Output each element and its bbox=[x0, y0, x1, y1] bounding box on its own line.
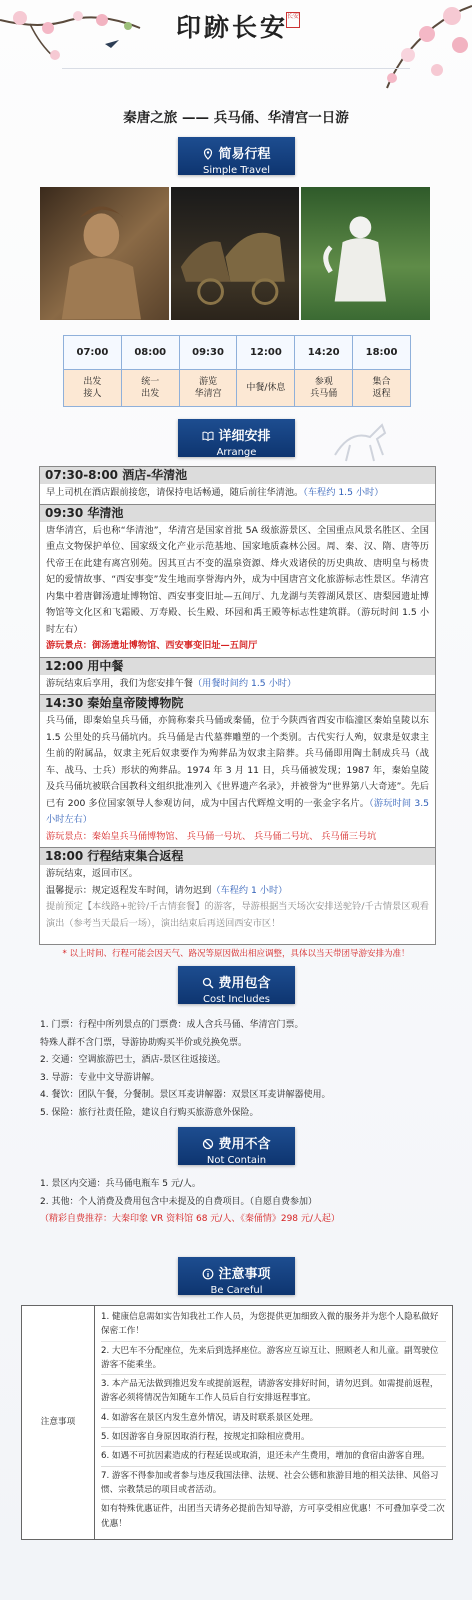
careful-item: 4. 如游客在景区内发生意外情况，请及时联系景区处理。 bbox=[101, 1411, 446, 1428]
timeline-activity: 中餐/休息 bbox=[236, 370, 294, 406]
schedule-body-return bbox=[40, 865, 435, 934]
section-simple-title: 简易行程 bbox=[218, 147, 271, 162]
schedule-duration-note: （游玩时间 1.5 小时左右） bbox=[46, 607, 430, 635]
detailed-schedule bbox=[39, 466, 436, 945]
schedule-warning: * 以上时间、行程可能会因天气、路况等原因做出相应调整，具体以当天带团导游安排为准！ bbox=[62, 949, 410, 959]
timeline-times-row bbox=[64, 336, 410, 369]
list-item: 3. 导游：专业中文导游讲解。 bbox=[40, 1072, 160, 1083]
schedule-duration-note: （用餐时间约 1.5 小时） bbox=[193, 677, 297, 689]
timeline-time: 07:00 bbox=[64, 336, 121, 369]
brand-seal: 长安 bbox=[286, 12, 300, 28]
careful-item: 如有特殊优惠证件，出团当天请务必提前告知导游，方可享受相应优惠！不可叠加享受二次优惠！ bbox=[101, 1504, 445, 1529]
schedule-grey-note: 提前预定【本线路+驼铃/千古情套餐】的游客，导游根据当天场次安排送驼铃/千古情景区观看演出（参考当天最后一场），演出结束后再送回西安市区！ bbox=[46, 901, 429, 929]
open-book-icon bbox=[202, 430, 214, 442]
schedule-duration-note: （车程约 1.5 小时） bbox=[303, 487, 384, 498]
schedule-header-museum: 14:30 秦始皇帝陵博物院 bbox=[40, 694, 435, 712]
search-icon bbox=[202, 977, 214, 989]
list-item: 2. 其他：个人消费及费用包含中未提及的自费项目。（自愿自费参加） bbox=[40, 1196, 317, 1207]
schedule-body-museum bbox=[40, 712, 435, 847]
blossom-decoration-right bbox=[342, 0, 472, 90]
section-notcontain-title: 费用不含 bbox=[218, 1137, 271, 1152]
self-pay-recommendation: （精彩自费推荐：大秦印象 VR 资料馆 68 元/人、《秦俑情》298 元/人起） bbox=[40, 1214, 340, 1224]
schedule-highlight: 游玩景点：秦始皇兵马俑博物馆、 兵马俑一号坑、 兵马俑二号坑、 兵马俑三号坑 bbox=[46, 830, 377, 842]
photo-strip bbox=[40, 187, 430, 320]
section-badge-notcontain bbox=[178, 1127, 295, 1165]
timeline-time: 09:30 bbox=[179, 336, 237, 369]
section-careful-subtitle: Be Careful bbox=[210, 1285, 263, 1296]
careful-item: 1. 健康信息需如实告知我社工作人员，为您提供更加细致入微的服务并为您个人隐私做好保密工作！ bbox=[101, 1310, 446, 1342]
careful-item: 6. 如遇不可抗因素造成的行程延误或取消，退还未产生费用，增加的食宿由游客自理。 bbox=[101, 1449, 446, 1466]
section-badge-arrange bbox=[178, 419, 295, 457]
section-arrange-title: 详细安排 bbox=[218, 429, 271, 444]
schedule-text: 兵马俑，即秦始皇兵马俑，亦简称秦兵马俑或秦俑，位于今陕西省西安市临潼区秦始皇陵以东 1.5 公里处的兵马俑坑内。兵马俑是古代墓葬雕塑的一个类别。古代实行人殉，奴隶是奴隶主生前的附属品，奴隶主死后奴隶要作为殉葬品为奴隶主陪葬。兵马俑即用陶土制成兵马（战车、战马、士兵）形状的殉葬品。1974 年 3 月 11 日，兵马俑被发现；1987 年，秦始皇陵及兵马俑坑被联合国教科文组织批准列入《世界遗产名录》，并被誉为“世界第八大奇迹”。先后已有 200 多位国家领导人参观访问，成为中国古代辉煌文明的一张金字名片。 bbox=[46, 715, 429, 809]
section-badge-careful bbox=[178, 1257, 295, 1295]
timeline-activity: 游览 华清宫 bbox=[179, 370, 237, 406]
list-item: 1. 景区内交通：兵马俑电瓶车 5 元/人。 bbox=[40, 1179, 201, 1189]
timeline-activity: 集合 返程 bbox=[352, 370, 410, 406]
section-arrange-subtitle: Arrange bbox=[216, 447, 257, 458]
careful-table bbox=[21, 1305, 453, 1540]
bronze-chariot-photo bbox=[171, 187, 300, 320]
terracotta-warrior-photo bbox=[40, 187, 169, 320]
info-icon bbox=[202, 1268, 214, 1280]
page-title: 秦唐之旅 —— 兵马俑、华清宫一日游 bbox=[123, 110, 349, 126]
includes-list bbox=[40, 1017, 330, 1122]
yang-guifei-statue-photo bbox=[301, 187, 430, 320]
list-item: 特殊人群不含门票，导游协助购买半价或兑换免票。 bbox=[40, 1037, 248, 1048]
brand-logo: 印跡长安 bbox=[176, 13, 289, 42]
schedule-text: 早上司机在酒店跟前接您，请保持电话畅通，随后前往华清池。 bbox=[46, 487, 304, 498]
careful-label: 注意事项 bbox=[22, 1306, 95, 1539]
timeline-time: 18:00 bbox=[352, 336, 410, 369]
section-badge-includes bbox=[178, 966, 295, 1004]
section-badge-simple bbox=[178, 137, 295, 175]
schedule-header-return: 18:00 行程结束集合返程 bbox=[40, 847, 435, 865]
schedule-body-hotel bbox=[40, 484, 435, 504]
timeline-time: 08:00 bbox=[121, 336, 179, 369]
schedule-duration-note: （车程约 1 小时） bbox=[211, 884, 288, 896]
careful-items bbox=[95, 1306, 452, 1539]
not-contain-list bbox=[40, 1176, 340, 1229]
list-item: 2. 交通：空调旅游巴士，酒店-景区往返接送。 bbox=[40, 1055, 226, 1065]
timeline-time: 14:20 bbox=[294, 336, 352, 369]
schedule-header-hotel: 07:30-8:00 酒店-华清池 bbox=[40, 467, 435, 484]
schedule-header-lunch: 12:00 用中餐 bbox=[40, 657, 435, 675]
top-divider bbox=[62, 68, 410, 69]
list-item: 4. 餐饮：团队午餐，分餐制。景区耳麦讲解器：双景区耳麦讲解器使用。 bbox=[40, 1090, 331, 1100]
section-simple-subtitle: Simple Travel bbox=[202, 165, 271, 176]
careful-item: 2. 大巴车不分配座位，先来后到选择座位。游客应互谅互让、照顾老人和儿童。副驾驶位游客不能乘坐。 bbox=[101, 1344, 446, 1376]
schedule-text: 游玩结束后享用，我们为您安排午餐 bbox=[46, 677, 193, 689]
section-includes-title: 费用包含 bbox=[218, 976, 271, 991]
schedule-highlight-label: 游玩景点： bbox=[46, 640, 92, 651]
timeline-activity: 出发 接人 bbox=[64, 370, 121, 406]
section-careful-title: 注意事项 bbox=[218, 1267, 271, 1282]
location-pin-icon bbox=[202, 148, 214, 160]
schedule-header-huaqing: 09:30 华清池 bbox=[40, 504, 435, 522]
schedule-body-lunch bbox=[40, 675, 435, 695]
schedule-text: 唐华清宫，后也称“华清池”，华清宫是国家首批 5A 级旅游景区、全国重点风景名胜区、全国重点文物保护单位、国家级文化产业示范基地、国家地质森林公园。周、秦、汉、隋、唐等历代帝王在此建有离宫别苑。因其亘古不变的温泉资源、烽火戏诸侯的历史典故、唐明皇与杨贵妃的爱情故事、“西安事变”发生地而享誉海内外，成为中国唐宫文化旅游标志性景区。华清宫内集中着唐御汤遗址博物馆、西安事变旧址—五间厅、九龙湖与芙蓉湖风景区、唐梨园遗址博物馆等文化区和飞霜殿、万寿殿、长生殿、环园和禹王殿等标志性建筑群。 bbox=[46, 524, 429, 618]
timeline-time: 12:00 bbox=[236, 336, 294, 369]
no-sign-icon bbox=[202, 1138, 214, 1150]
timeline-activities-row bbox=[64, 369, 410, 406]
list-item: 5. 保险：旅行社责任险，建议自行购买旅游意外保险。 bbox=[40, 1107, 259, 1118]
schedule-highlight: 御汤遗址博物馆、西安事变旧址—五间厅 bbox=[91, 640, 258, 651]
blossom-decoration-left bbox=[0, 0, 150, 70]
careful-item: 7. 游客不得参加或者参与违反我国法律、法规、社会公德和旅游目地的相关法律、风俗习惯、宗教禁忌的项目或者活动。 bbox=[101, 1469, 446, 1501]
schedule-body-huaqing bbox=[40, 522, 435, 657]
careful-item: 3. 本产品无法做到推迟发车或提前返程，请游客安排好时间，请勿迟到。如需提前返程，游客必须将情况告知随车工作人员后自行安排返程事宜。 bbox=[101, 1377, 446, 1409]
horse-decoration bbox=[330, 415, 400, 465]
timeline-activity: 参观 兵马俑 bbox=[294, 370, 352, 406]
list-item: 1. 门票：行程中所列景点的门票费：成人含兵马俑、华清宫门票。 bbox=[40, 1020, 304, 1030]
schedule-text: 游玩结束，返回市区。 bbox=[46, 868, 138, 879]
schedule-duration-note: （游玩时间 3.5 小时左右） bbox=[46, 797, 429, 825]
careful-item: 5. 如因游客自身原因取消行程，按规定扣除相应费用。 bbox=[101, 1430, 446, 1447]
section-notcontain-subtitle: Not Contain bbox=[206, 1155, 267, 1166]
section-includes-subtitle: Cost Includes bbox=[202, 994, 271, 1005]
schedule-reminder: 温馨提示：规定返程发车时间，请勿迟到 bbox=[46, 884, 212, 896]
timeline-activity: 统一 出发 bbox=[121, 370, 179, 406]
timeline-table bbox=[63, 335, 411, 407]
